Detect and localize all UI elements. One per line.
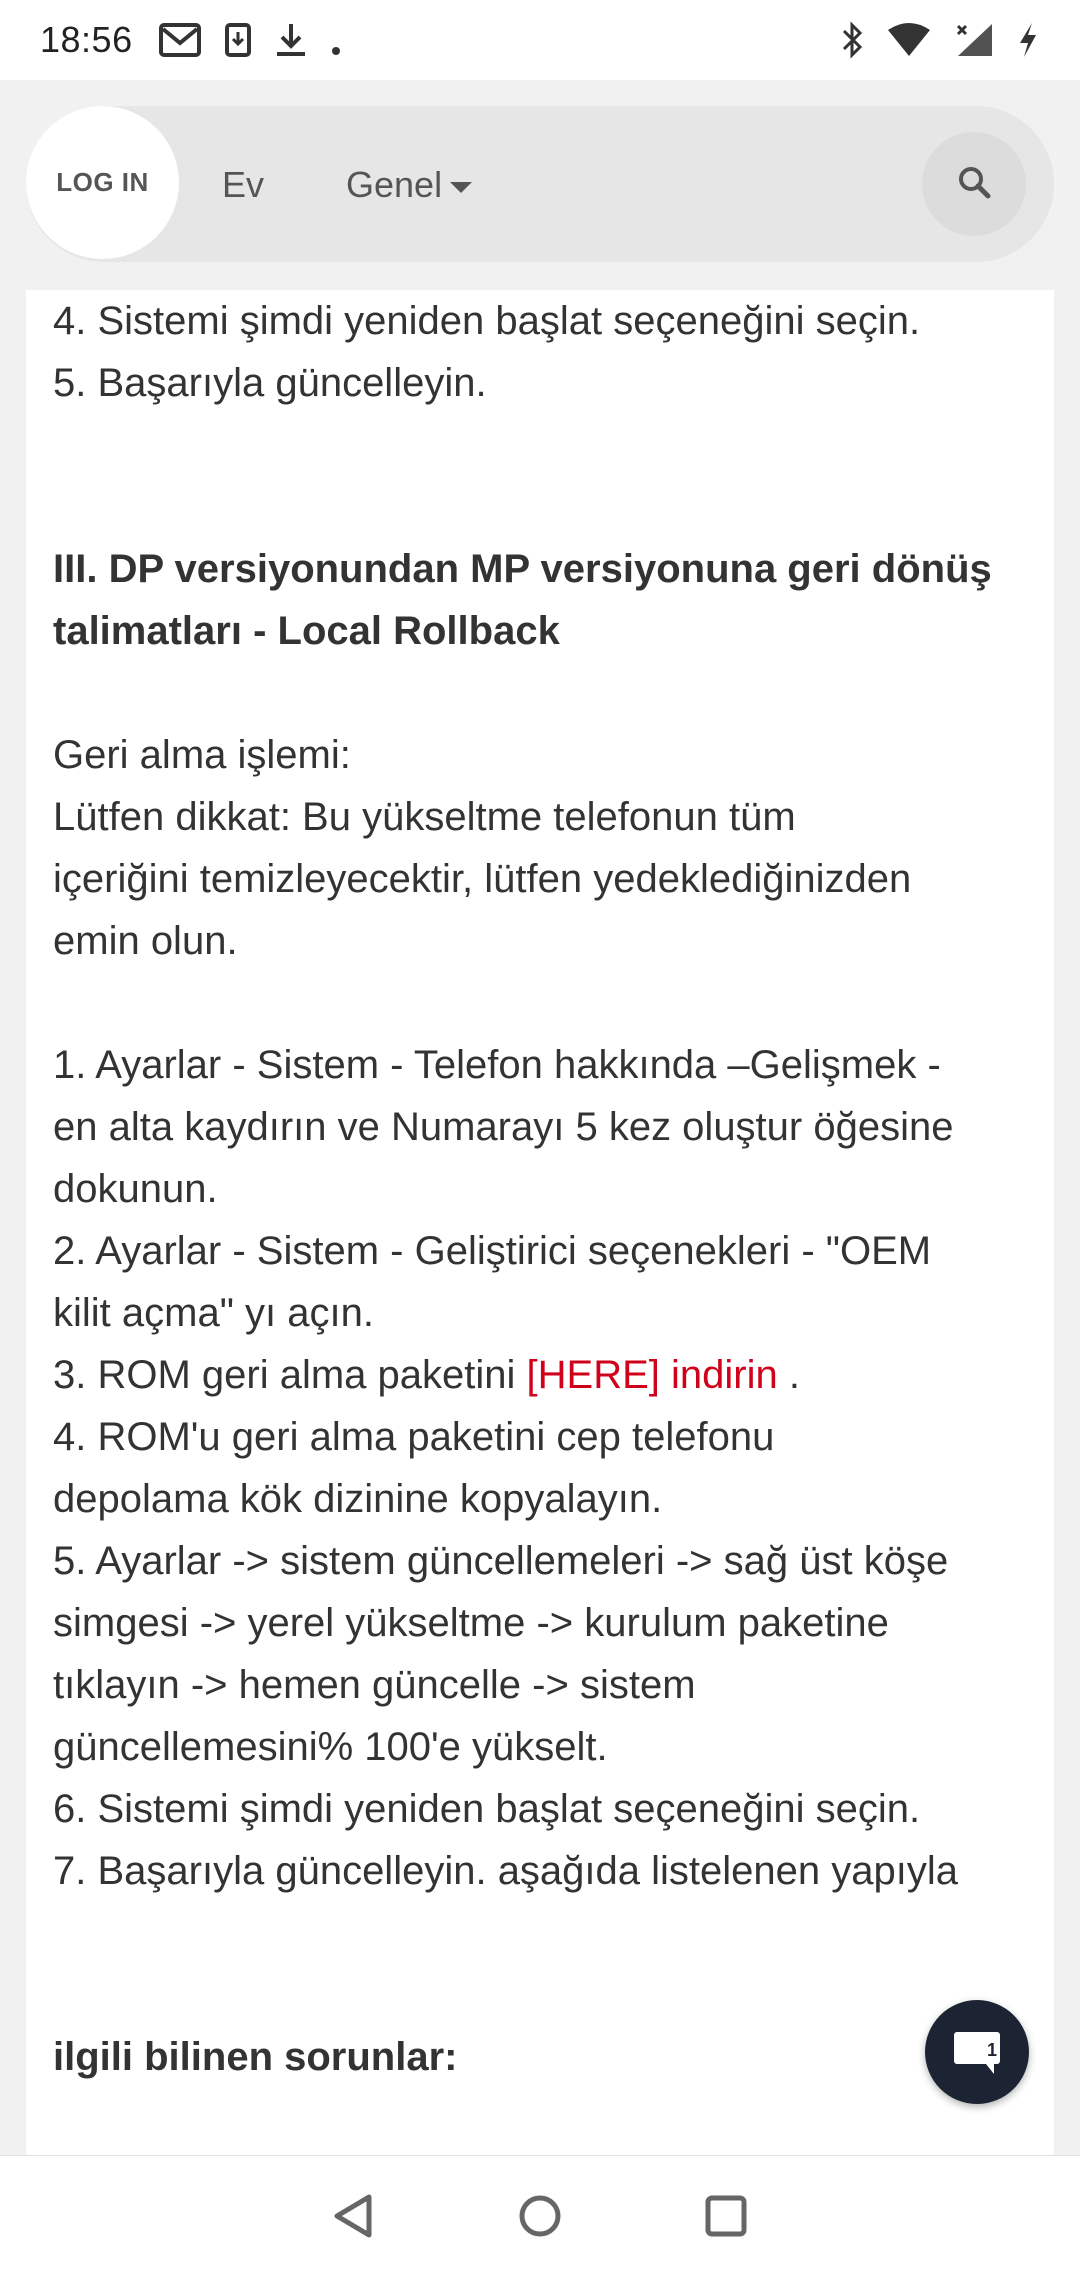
back-icon[interactable] xyxy=(331,2193,377,2244)
signal-icon xyxy=(954,22,994,58)
nav-general-label: Genel xyxy=(346,164,443,205)
home-icon[interactable] xyxy=(517,2193,563,2244)
step-line: simgesi -> yerel yükseltme -> kurulum paketine xyxy=(53,1601,889,1645)
dot-icon xyxy=(331,23,341,57)
text-line: Lütfen dikkat: Bu yükseltme telefonun tüm xyxy=(53,795,796,839)
spacer xyxy=(53,414,1043,538)
top-navbar xyxy=(26,106,1054,262)
step-line: 7. Başarıyla güncelleyin. aşağıda listelenen yapıyla xyxy=(53,1849,958,1893)
status-right-icons xyxy=(840,21,1040,59)
chat-button[interactable] xyxy=(925,2000,1029,2104)
step-line: kilit açma" yı açın. xyxy=(53,1291,374,1335)
status-left-icons xyxy=(159,22,341,58)
wifi-icon xyxy=(886,22,932,58)
step-3-suffix: . xyxy=(777,1353,800,1397)
step-line: güncellemesini% 100'e yükselt. xyxy=(53,1725,608,1769)
spacer xyxy=(53,1902,1043,2026)
caret-down-icon xyxy=(450,182,472,193)
step-line: 2. Ayarlar - Sistem - Geliştirici seçenekleri - "OEM xyxy=(53,1229,932,1273)
search-button[interactable] xyxy=(922,132,1026,236)
text-line: emin olun. xyxy=(53,919,238,963)
article-body xyxy=(53,290,1043,2088)
download-app-icon xyxy=(225,23,251,57)
text-line: 4. Sistemi şimdi yeniden başlat seçeneğini seçin. xyxy=(53,299,921,343)
step-line: 1. Ayarlar - Sistem - Telefon hakkında –Gelişmek - xyxy=(53,1043,941,1087)
login-label: LOG IN xyxy=(56,167,149,197)
step-line: 5. Ayarlar -> sistem güncellemeleri -> sağ üst köşe xyxy=(53,1539,949,1583)
step-3-prefix: 3. ROM geri alma paketini xyxy=(53,1353,527,1397)
gmail-icon xyxy=(159,23,201,57)
search-icon xyxy=(957,165,991,204)
recents-icon[interactable] xyxy=(703,2193,749,2244)
step-line: 6. Sistemi şimdi yeniden başlat seçeneğini seçin. xyxy=(53,1787,921,1831)
step-line: depolama kök dizinine kopyalayın. xyxy=(53,1477,663,1521)
chat-badge-count: 1 xyxy=(987,2040,998,2060)
download-link[interactable]: [HERE] indirin xyxy=(526,1353,778,1397)
step-line: 4. ROM'u geri alma paketini cep telefonu xyxy=(53,1415,775,1459)
step-line: tıklayın -> hemen güncelle -> sistem xyxy=(53,1663,696,1707)
section-heading: III. DP versiyonundan MP versiyonuna geri dönüş talimatları - Local Rollback xyxy=(53,547,992,653)
text-line: içeriğini temizleyecektir, lütfen yedeklediğinizden xyxy=(53,857,912,901)
status-bar xyxy=(0,0,1080,80)
step-line: en alta kaydırın ve Numarayı 5 kez oluştur öğesine xyxy=(53,1105,954,1149)
text-line: 5. Başarıyla güncelleyin. xyxy=(53,361,487,405)
status-time: 18:56 xyxy=(40,19,133,60)
step-line: dokunun. xyxy=(53,1167,218,1211)
text-line: Geri alma işlemi: xyxy=(53,733,351,777)
step-line-3 xyxy=(53,1344,1043,1406)
chat-icon xyxy=(950,2028,1004,2076)
article-content xyxy=(26,290,1054,2155)
login-button[interactable] xyxy=(26,106,179,259)
system-navigation-bar xyxy=(0,2155,1080,2280)
nav-home-link[interactable]: Ev xyxy=(222,164,265,205)
charging-icon xyxy=(1016,21,1040,59)
nav-general-dropdown[interactable] xyxy=(346,164,472,206)
known-issues-heading: ilgili bilinen sorunlar: xyxy=(53,2035,458,2079)
download-icon xyxy=(275,22,307,58)
bluetooth-icon xyxy=(840,21,864,59)
